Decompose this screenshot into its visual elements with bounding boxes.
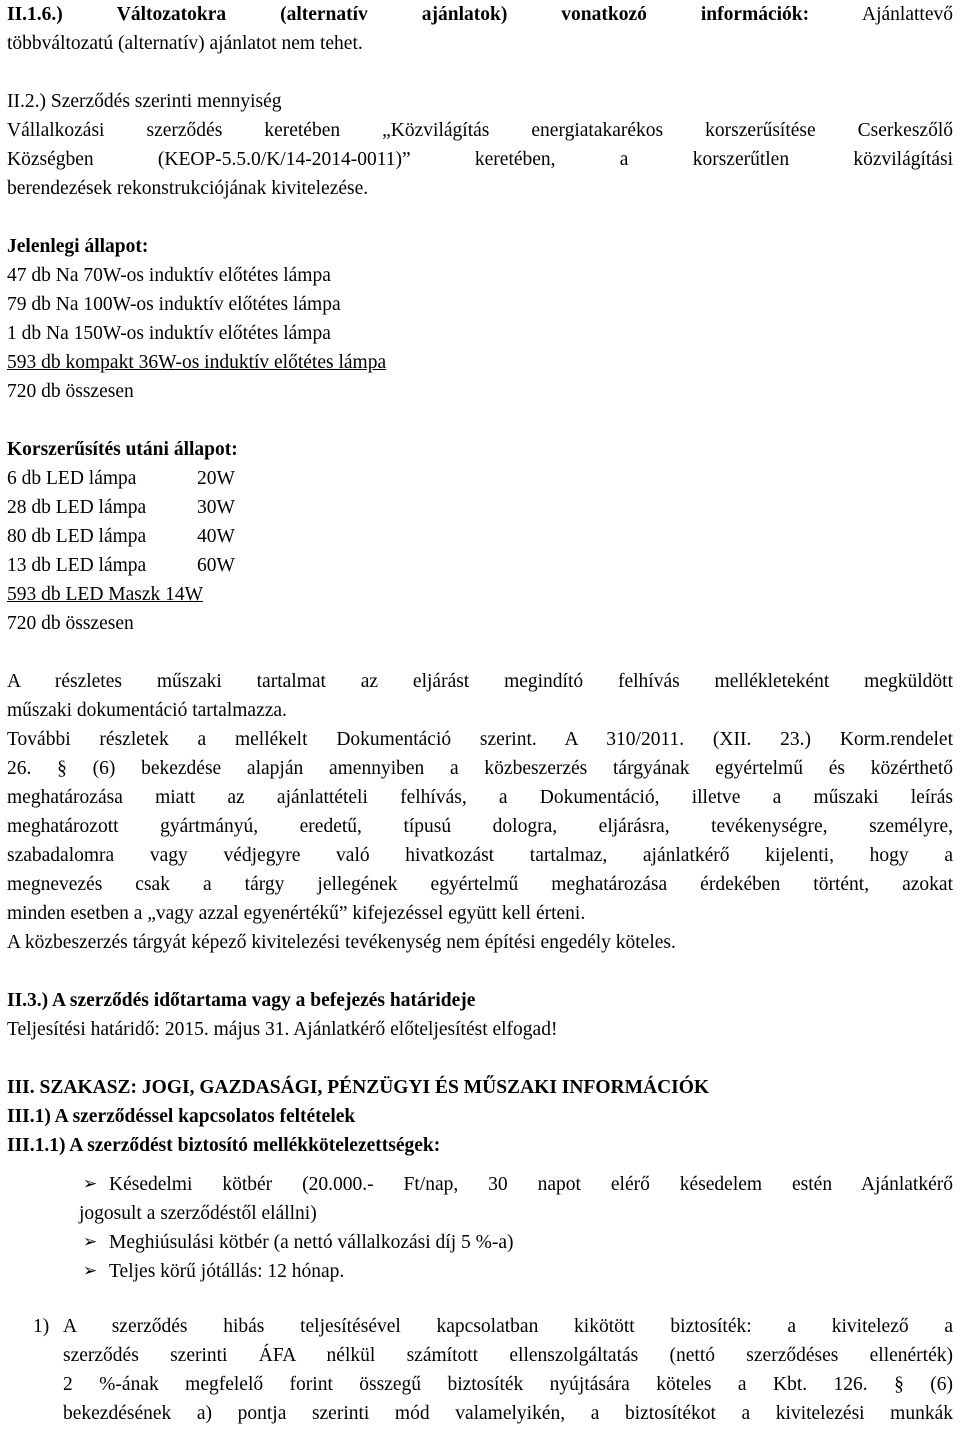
section-22-line2: Községben (KEOP-5.5.0/K/14-2014-0011)” keretében, a korszerűtlen közvilágítási xyxy=(7,149,953,170)
details-p2-line5: szabadalomra vagy védjegyre való hivatkozást tartalmaz, ajánlatkérő kijelenti, hogy a xyxy=(7,845,953,866)
section-23-text: Teljesítési határidő: 2015. május 31. Ajánlatkérő előteljesítést elfogad! xyxy=(7,1019,558,1040)
details-p2-line2: 26. § (6) bekezdése alapján amennyiben a közbeszerzés tárgyának egyértelmű és közérthető xyxy=(7,758,953,779)
section-116-line1 xyxy=(7,0,953,29)
details-p2-line6: megnevezés csak a tárgy jellegének egyértelmű meghatározása érdekében történt, azokat xyxy=(7,874,953,895)
details-p1-line1: A részletes műszaki tartalmat az eljárást megindító felhívás mellékleteként megküldött xyxy=(7,671,953,692)
after-row: 28 db LED lámpa 30W xyxy=(7,497,235,518)
arrowhead-right-icon: ➢ xyxy=(83,1174,98,1194)
current-item: 79 db Na 100W-os induktív előtétes lámpa xyxy=(7,294,341,315)
details-p1-line2: műszaki dokumentáció tartalmazza. xyxy=(7,700,287,721)
details-p2-line7: minden esetben a „vagy azzal egyenértékű” kifejezéssel együtt kell érteni. xyxy=(7,903,586,924)
after-row: 6 db LED lámpa 20W xyxy=(7,468,235,489)
list-item: ➢ Késedelmi kötbér (20.000.- Ft/nap, 30 napot elérő késedelem estén Ajánlatkérő jogosult a szerződéstől elállni) xyxy=(79,1170,953,1228)
list-item: ➢ Meghiúsulási kötbér (a nettó vállalkozási díj 5 %-a) xyxy=(79,1228,953,1257)
section-31-heading: III.1) A szerződéssel kapcsolatos feltételek xyxy=(7,1106,356,1127)
current-state-heading: Jelenlegi állapot: xyxy=(7,236,149,257)
list-item: ➢ Teljes körű jótállás: 12 hónap. xyxy=(79,1257,953,1286)
section-116-line2: többváltozatú (alternatív) ajánlatot nem tehet. xyxy=(7,33,363,54)
current-item: 47 db Na 70W-os induktív előtétes lámpa xyxy=(7,265,331,286)
details-p2-line1: További részletek a mellékelt Dokumentáció szerint. A 310/2011. (XII. 23.) Korm.rendelet xyxy=(7,729,953,750)
section-116-title: Változatokra (alternatív ajánlatok) vonatkozó információk: xyxy=(116,4,810,25)
arrowhead-right-icon: ➢ xyxy=(83,1261,98,1281)
details-p2-line3: meghatározása miatt az ajánlattételi felhívás, a Dokumentáció, illetve a műszaki leírás xyxy=(7,787,953,808)
after-total: 720 db összesen xyxy=(7,613,134,634)
current-item: 1 db Na 150W-os induktív előtétes lámpa xyxy=(7,323,331,344)
section-23-heading: II.3.) A szerződés időtartama vagy a befejezés határideje xyxy=(7,990,476,1011)
after-row: 13 db LED lámpa 60W xyxy=(7,555,235,576)
after-maszk: 593 db LED Maszk 14W xyxy=(7,584,204,605)
list-item: 1) A szerződés hibás teljesítésével kapcsolatban kikötött biztosíték: a kivitelező a szerződés szerinti ÁFA nélkül számított ellenszolgáltatás (nettó szerződéses ellenérték) 2 %-ának megfelelő forint összegű biztosíték nyújtására köteles a Kbt. 126. § (6) bekezdésének a) pontja szerinti mód valamelyikén, a biztosítékot a kivitelezési munkák xyxy=(33,1316,953,1424)
section-22-heading: II.2.) Szerződés szerinti mennyiség xyxy=(7,91,282,112)
section-3-heading: III. SZAKASZ: JOGI, GAZDASÁGI, PÉNZÜGYI ÉS MŰSZAKI INFORMÁCIÓK xyxy=(7,1077,710,1098)
obligations-list xyxy=(79,1170,953,1286)
section-22-line3: berendezések rekonstrukciójának kivitelezése. xyxy=(7,178,369,199)
section-311-heading: III.1.1) A szerződést biztosító mellékkötelezettségek: xyxy=(7,1135,441,1156)
arrowhead-right-icon: ➢ xyxy=(83,1232,98,1252)
section-116-label: II.1.6.) xyxy=(7,4,63,25)
after-state-heading: Korszerűsítés utáni állapot: xyxy=(7,439,238,460)
section-116-tail: Ajánlattevő xyxy=(862,4,953,25)
details-p2-line4: meghatározott gyártmányú, eredetű, típusú dologra, eljárásra, tevékenységre, személyre, xyxy=(7,816,953,837)
numbered-list xyxy=(7,1312,953,1428)
current-item: 593 db kompakt 36W-os induktív előtétes lámpa xyxy=(7,352,387,373)
after-row: 80 db LED lámpa 40W xyxy=(7,526,235,547)
details-p3: A közbeszerzés tárgyát képező kivitelezési tevékenység nem építési engedély köteles. xyxy=(7,932,676,953)
current-total: 720 db összesen xyxy=(7,381,134,402)
section-22-line1: Vállalkozási szerződés keretében „Közvilágítás energiatakarékos korszerűsítése Cserkeszőlő xyxy=(7,120,953,141)
